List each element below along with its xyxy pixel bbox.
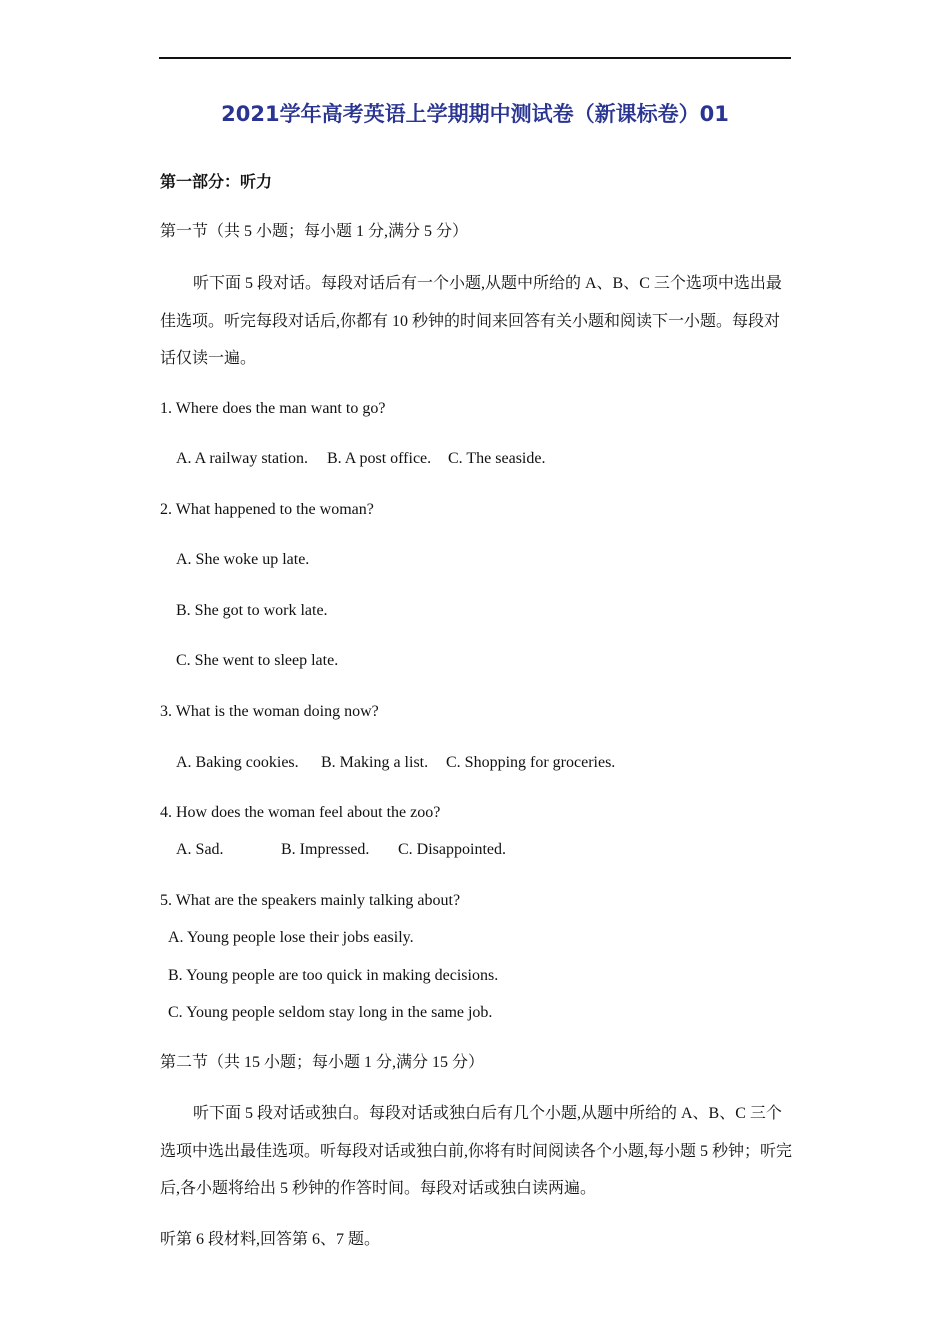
section2-instructions: 听下面 5 段对话或独白。每段对话或独白后有几个小题,从题中所给的 A、B、C 三个选项中选出最佳选项。听每段对话或独白前,你将有时间阅读各个小题,每小题 5 秒钟；听完后,各小题将给出 5 秒钟的作答时间。每段对话或独白读两遍。 (160, 1105, 793, 1197)
q2-option-c: C. She went to sleep late. (176, 652, 339, 669)
q5-option-a: A. Young people lose their jobs easily. (168, 929, 414, 946)
material-note: 听第 6 段材料,回答第 6、7 题。 (160, 1231, 381, 1248)
part1-heading: 第一部分：听力 (160, 174, 273, 191)
q1-option-c: C. The seaside. (448, 450, 546, 467)
q2-option-b: B. She got to work late. (176, 602, 328, 619)
question-1: 1. Where does the man want to go? (160, 400, 386, 417)
question-4: 4. How does the woman feel about the zoo? (160, 804, 441, 821)
q3-option-a: A. Baking cookies. (176, 754, 299, 771)
section1-heading: 第一节（共 5 小题；每小题 1 分,满分 5 分） (160, 223, 469, 240)
q3-option-b: B. Making a list. (321, 754, 429, 771)
section2-heading: 第二节（共 15 小题；每小题 1 分,满分 15 分） (160, 1054, 485, 1071)
q4-option-a: A. Sad. (176, 841, 224, 858)
section1-instructions: 听下面 5 段对话。每段对话后有一个小题,从题中所给的 A、B、C 三个选项中选出最佳选项。听完每段对话后,你都有 10 秒钟的时间来回答有关小题和阅读下一小题。每段对话仅读一遍。 (160, 275, 782, 367)
q2-option-a: A. She woke up late. (176, 551, 310, 568)
q3-option-c: C. Shopping for groceries. (446, 754, 616, 771)
q1-option-a: A. A railway station. (176, 450, 308, 467)
page-title: 2021学年高考英语上学期期中测试卷（新课标卷）01 (221, 102, 729, 126)
question-2: 2. What happened to the woman? (160, 501, 374, 518)
q1-option-b: B. A post office. (327, 450, 432, 467)
top-rule (159, 57, 791, 59)
question-3: 3. What is the woman doing now? (160, 703, 379, 720)
q5-option-c: C. Young people seldom stay long in the same job. (168, 1004, 493, 1021)
q5-option-b: B. Young people are too quick in making decisions. (168, 967, 499, 984)
question-5: 5. What are the speakers mainly talking about? (160, 892, 461, 909)
q4-option-b: B. Impressed. (281, 841, 370, 858)
q4-option-c: C. Disappointed. (398, 841, 506, 858)
